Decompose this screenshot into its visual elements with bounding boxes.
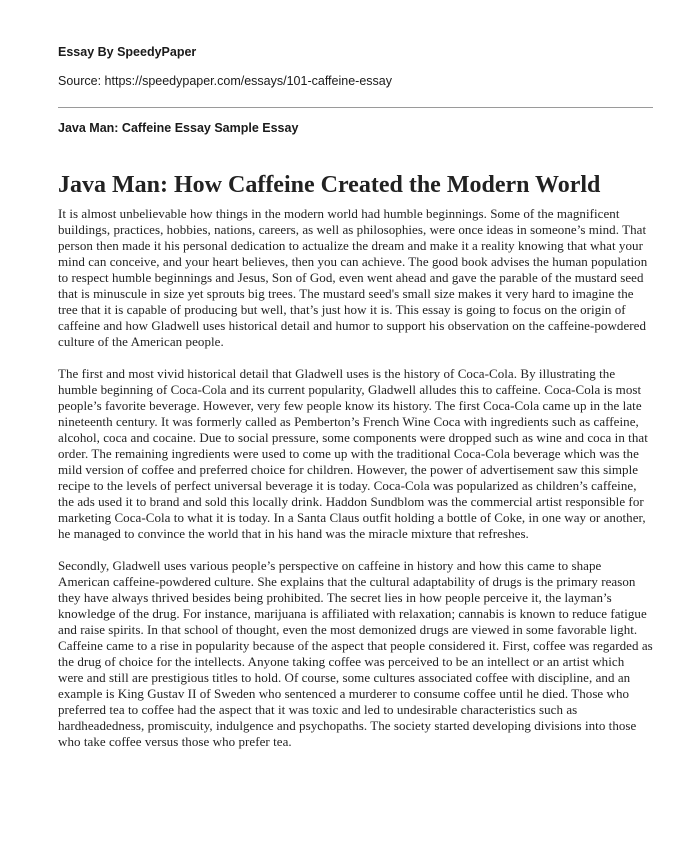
page-title: Java Man: How Caffeine Created the Modern World (58, 172, 601, 198)
header-divider (58, 107, 653, 108)
paragraph-1: It is almost unbelievable how things in the modern world had humble beginnings. Some of the magnificent buildings, practices, hobbies, nations, careers, as well as philosophies, were once ideas in someone’s mind. That person then made it his personal dedication to actualize the dream and make it a reality knowing that what your mind can conceive, and your heart believes, then you can achieve. The good book advises the human population to respect humble beginnings and Jesus, Son of God, even went ahead and gave the parable of the mustard seed that is minuscule in size yet sprouts big trees. The mustard seed's small size makes it very hard to imagine the tree that it is capable of producing but well, that’s just how it is. This essay is going to focus on the origin of caffeine and how Gladwell uses historical detail and humor to support his observation on the caffeine-powdered culture of the American people. (58, 206, 648, 349)
essay-subheading: Java Man: Caffeine Essay Sample Essay (58, 121, 299, 135)
paragraph-3: Secondly, Gladwell uses various people’s perspective on caffeine in history and how this came to shape American caffeine-powdered culture. She explains that the cultural adaptability of drugs is the primary reason they have always thrived besides being prohibited. The secret lies in how people perceive it, the layman’s knowledge of the drug. For instance, marijuana is affiliated with relaxation; cannabis is known to reduce fatigue and raise spirits. In that school of thought, even the most demonized drugs are viewed in some favorable light. Caffeine came to a rise in popularity because of the aspect that people considered it. First, coffee was regarded as the drug of choice for the intellects. Anyone taking coffee was perceived to be an intellect or an artist which were and still are prestigious titles to hold. Of course, some cultures associated coffee with discipline, and an example is King Gustav II of Sweden who sentenced a murderer to consume coffee until he died. Those who preferred tea to coffee had the aspect that it was toxic and led to undesirable characteristics such as hardheadedness, promiscuity, indulgence and psychopaths. The society started developing divisions into those who take coffee versus those who prefer tea. (58, 558, 653, 749)
paragraph-2: The first and most vivid historical detail that Gladwell uses is the history of Coca-Cola. By illustrating the humble beginning of Coca-Cola and its current popularity, Gladwell alludes this to caffeine. Coca-Cola is most people’s favorite beverage. However, very few people know its history. The first Coca-Cola came up in the late nineteenth century. It was formerly called as Pemberton’s French Wine Coca with ingredients such as caffeine, alcohol, coca and cocaine. Due to social pressure, some components were dropped such as wine and coca in that order. The remaining ingredients were used to come up with the traditional Coca-Cola beverage which was the mild version of coffee and preferred choice for children. However, the power of advertisement saw this simple recipe to the levels of perfect universal beverage it is today. Coca-Cola was popularized as children’s caffeine, the ads used it to brand and sold this locally drink. Haddon Sundblom was the commercial artist responsible for marketing Coca-Cola to what it is today. In a Santa Claus outfit holding a bottle of Coke, in one way or another, he managed to convince the world that in his hand was the miracle mixture that refreshes. (58, 366, 648, 541)
essay-source-title: Essay By SpeedyPaper (58, 45, 197, 59)
essay-body (58, 206, 653, 766)
source-url-line: Source: https://speedypaper.com/essays/101-caffeine-essay (58, 74, 392, 88)
